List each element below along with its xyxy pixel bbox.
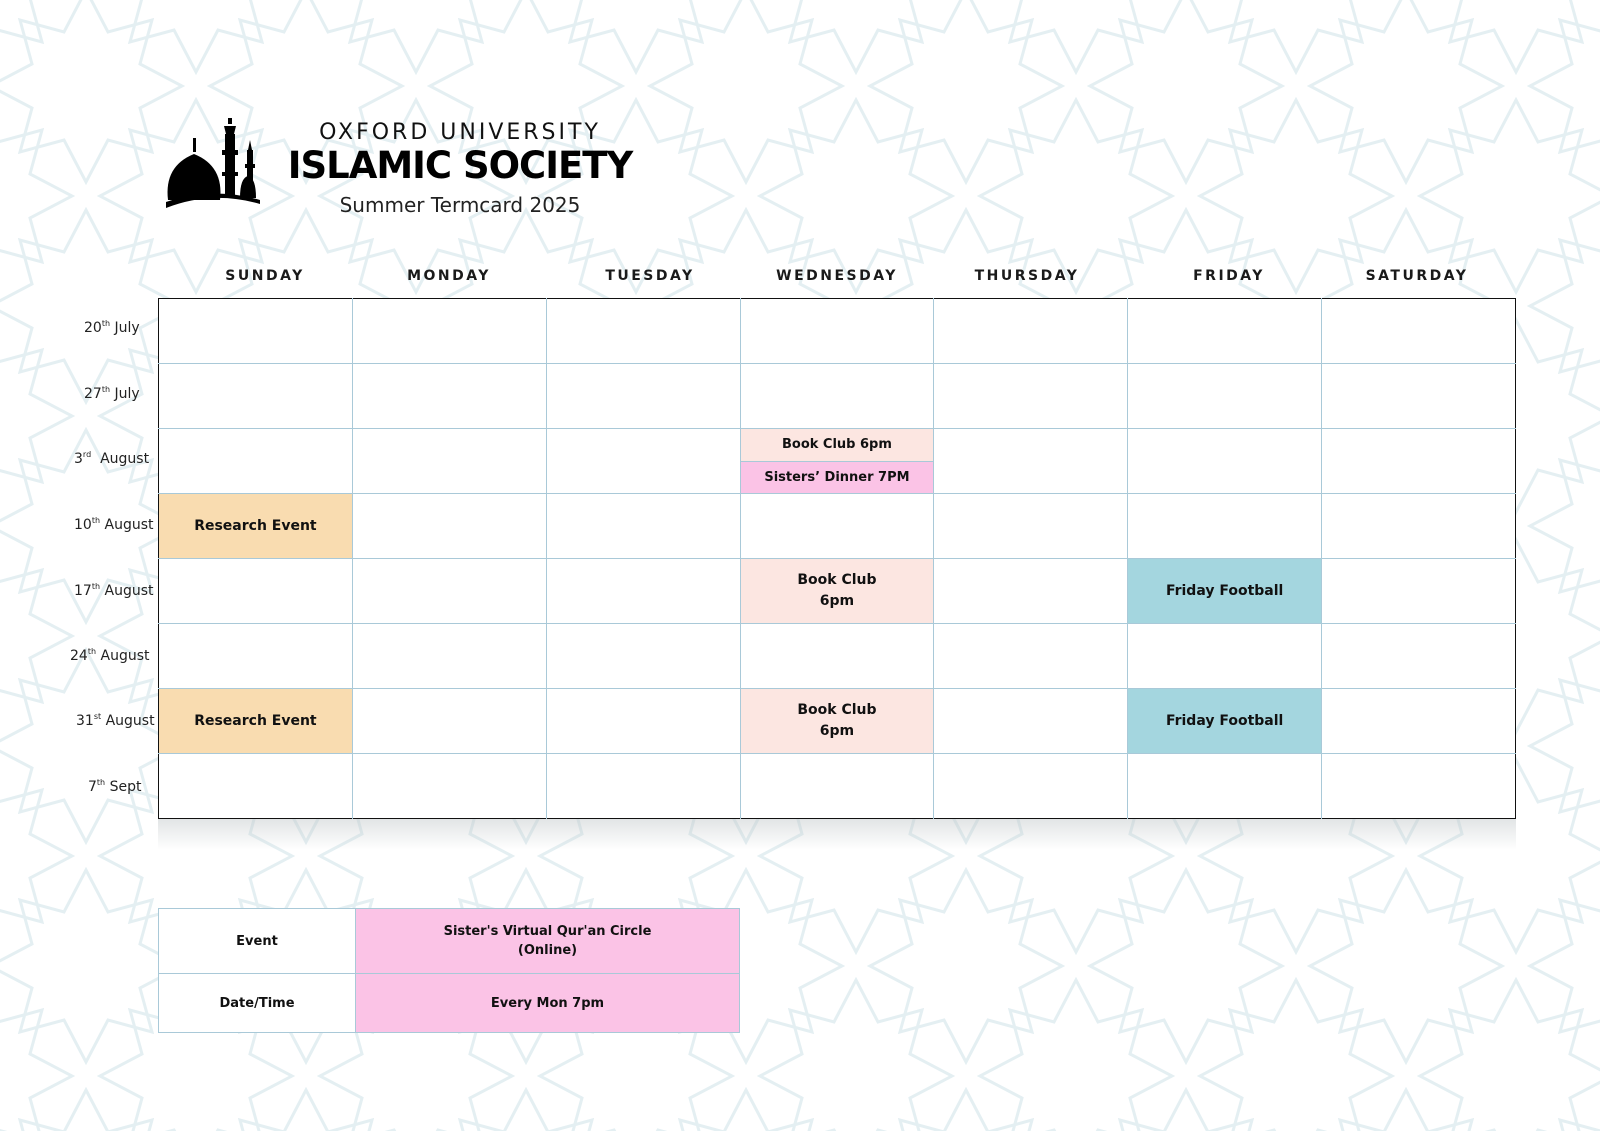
event-title: Book Club	[797, 702, 877, 718]
calendar-cell	[1128, 299, 1322, 364]
calendar-cell	[934, 364, 1128, 429]
recurring-event-table	[158, 908, 740, 1033]
week-label: 7th Sept	[88, 778, 142, 795]
calendar-cell	[352, 299, 546, 364]
society-name: ISLAMIC SOCIETY	[287, 144, 633, 187]
calendar-cell	[934, 689, 1128, 754]
research-event[interactable]: Research Event	[159, 494, 353, 559]
calendar-cell	[1322, 494, 1516, 559]
termcard-subtitle: Summer Termcard 2025	[339, 193, 581, 217]
week-label: 10th August	[74, 516, 154, 533]
event-time: 6pm	[819, 593, 855, 609]
table-row	[159, 974, 740, 1033]
calendar-cell	[546, 364, 740, 429]
week-label: 24th August	[70, 647, 150, 664]
calendar-cell	[159, 429, 353, 494]
day-header-sunday: SUNDAY	[225, 268, 305, 284]
week-label: 17th August	[74, 582, 154, 599]
calendar-cell	[740, 624, 934, 689]
calendar-cell	[740, 299, 934, 364]
calendar-cell	[934, 429, 1128, 494]
calendar-cell	[1322, 429, 1516, 494]
event-value-note: (Online)	[517, 943, 578, 958]
calendar-cell	[1322, 689, 1516, 754]
calendar-cell	[1322, 754, 1516, 819]
day-header-saturday: SATURDAY	[1365, 268, 1469, 284]
split-event-cell	[741, 429, 934, 493]
calendar-cell	[352, 624, 546, 689]
calendar-cell	[934, 624, 1128, 689]
calendar-cell	[934, 754, 1128, 819]
week-label: 31st August	[76, 712, 155, 729]
calendar-cell	[740, 364, 934, 429]
week-row	[159, 364, 1516, 429]
research-event[interactable]: Research Event	[159, 689, 353, 754]
calendar-cell	[546, 494, 740, 559]
day-header-tuesday: TUESDAY	[605, 268, 695, 284]
calendar-cell	[934, 494, 1128, 559]
book-club-event[interactable]: Book Club 6pm	[741, 429, 934, 461]
week-row	[159, 429, 1516, 494]
university-name: OXFORD UNIVERSITY	[319, 120, 601, 145]
calendar-cell	[740, 494, 934, 559]
calendar-cell	[159, 624, 353, 689]
week-label: 27th July	[84, 385, 140, 402]
event-title: Book Club	[797, 572, 877, 588]
calendar-cell	[352, 364, 546, 429]
calendar-cell	[546, 429, 740, 494]
calendar-cell	[1128, 429, 1322, 494]
day-header-thursday: THURSDAY	[974, 268, 1080, 284]
calendar-cell	[740, 754, 934, 819]
calendar-cell	[352, 559, 546, 624]
calendar-cell	[1322, 299, 1516, 364]
calendar-cell	[352, 689, 546, 754]
calendar-cell	[546, 754, 740, 819]
week-row	[159, 299, 1516, 364]
week-row	[159, 559, 1516, 624]
calendar-cell	[1128, 754, 1322, 819]
calendar-cell	[740, 429, 934, 494]
datetime-label: Date/Time	[159, 974, 356, 1033]
event-time: 6pm	[819, 723, 855, 739]
calendar-cell	[159, 754, 353, 819]
event-value-title: Sister's Virtual Qur'an Circle	[443, 924, 652, 939]
friday-football-event[interactable]: Friday Football	[1128, 689, 1322, 754]
calendar-cell	[159, 559, 353, 624]
calendar-cell	[352, 494, 546, 559]
datetime-value[interactable]: Every Mon 7pm	[356, 974, 740, 1033]
week-row	[159, 624, 1516, 689]
sisters-dinner-event[interactable]: Sisters’ Dinner 7PM	[741, 461, 934, 494]
calendar-cell	[934, 559, 1128, 624]
week-label: 3rd August	[74, 450, 150, 467]
calendar-cell	[1322, 364, 1516, 429]
calendar-cell	[159, 299, 353, 364]
calendar-cell	[546, 689, 740, 754]
week-row	[159, 494, 1516, 559]
calendar-cell	[1128, 494, 1322, 559]
calendar-cell	[546, 299, 740, 364]
calendar-cell	[352, 429, 546, 494]
week-row	[159, 689, 1516, 754]
week-label: 20th July	[84, 319, 140, 336]
calendar-cell	[1322, 624, 1516, 689]
calendar-cell	[1128, 624, 1322, 689]
calendar-cell	[546, 624, 740, 689]
book-club-event[interactable]	[740, 689, 934, 754]
calendar-cell	[159, 364, 353, 429]
event-label: Event	[159, 909, 356, 974]
day-header-monday: MONDAY	[407, 268, 491, 284]
calendar-cell	[1128, 364, 1322, 429]
friday-football-event[interactable]: Friday Football	[1128, 559, 1322, 624]
book-club-event[interactable]	[740, 559, 934, 624]
week-row	[159, 754, 1516, 819]
mosque-logo-icon	[164, 104, 264, 212]
day-header-wednesday: WEDNESDAY	[776, 268, 898, 284]
calendar-cell	[546, 559, 740, 624]
day-header-friday: FRIDAY	[1193, 268, 1265, 284]
calendar-grid	[158, 298, 1516, 819]
calendar-cell	[934, 299, 1128, 364]
table-row	[159, 909, 740, 974]
event-value[interactable]	[356, 909, 740, 974]
calendar-cell	[1322, 559, 1516, 624]
calendar-cell	[352, 754, 546, 819]
